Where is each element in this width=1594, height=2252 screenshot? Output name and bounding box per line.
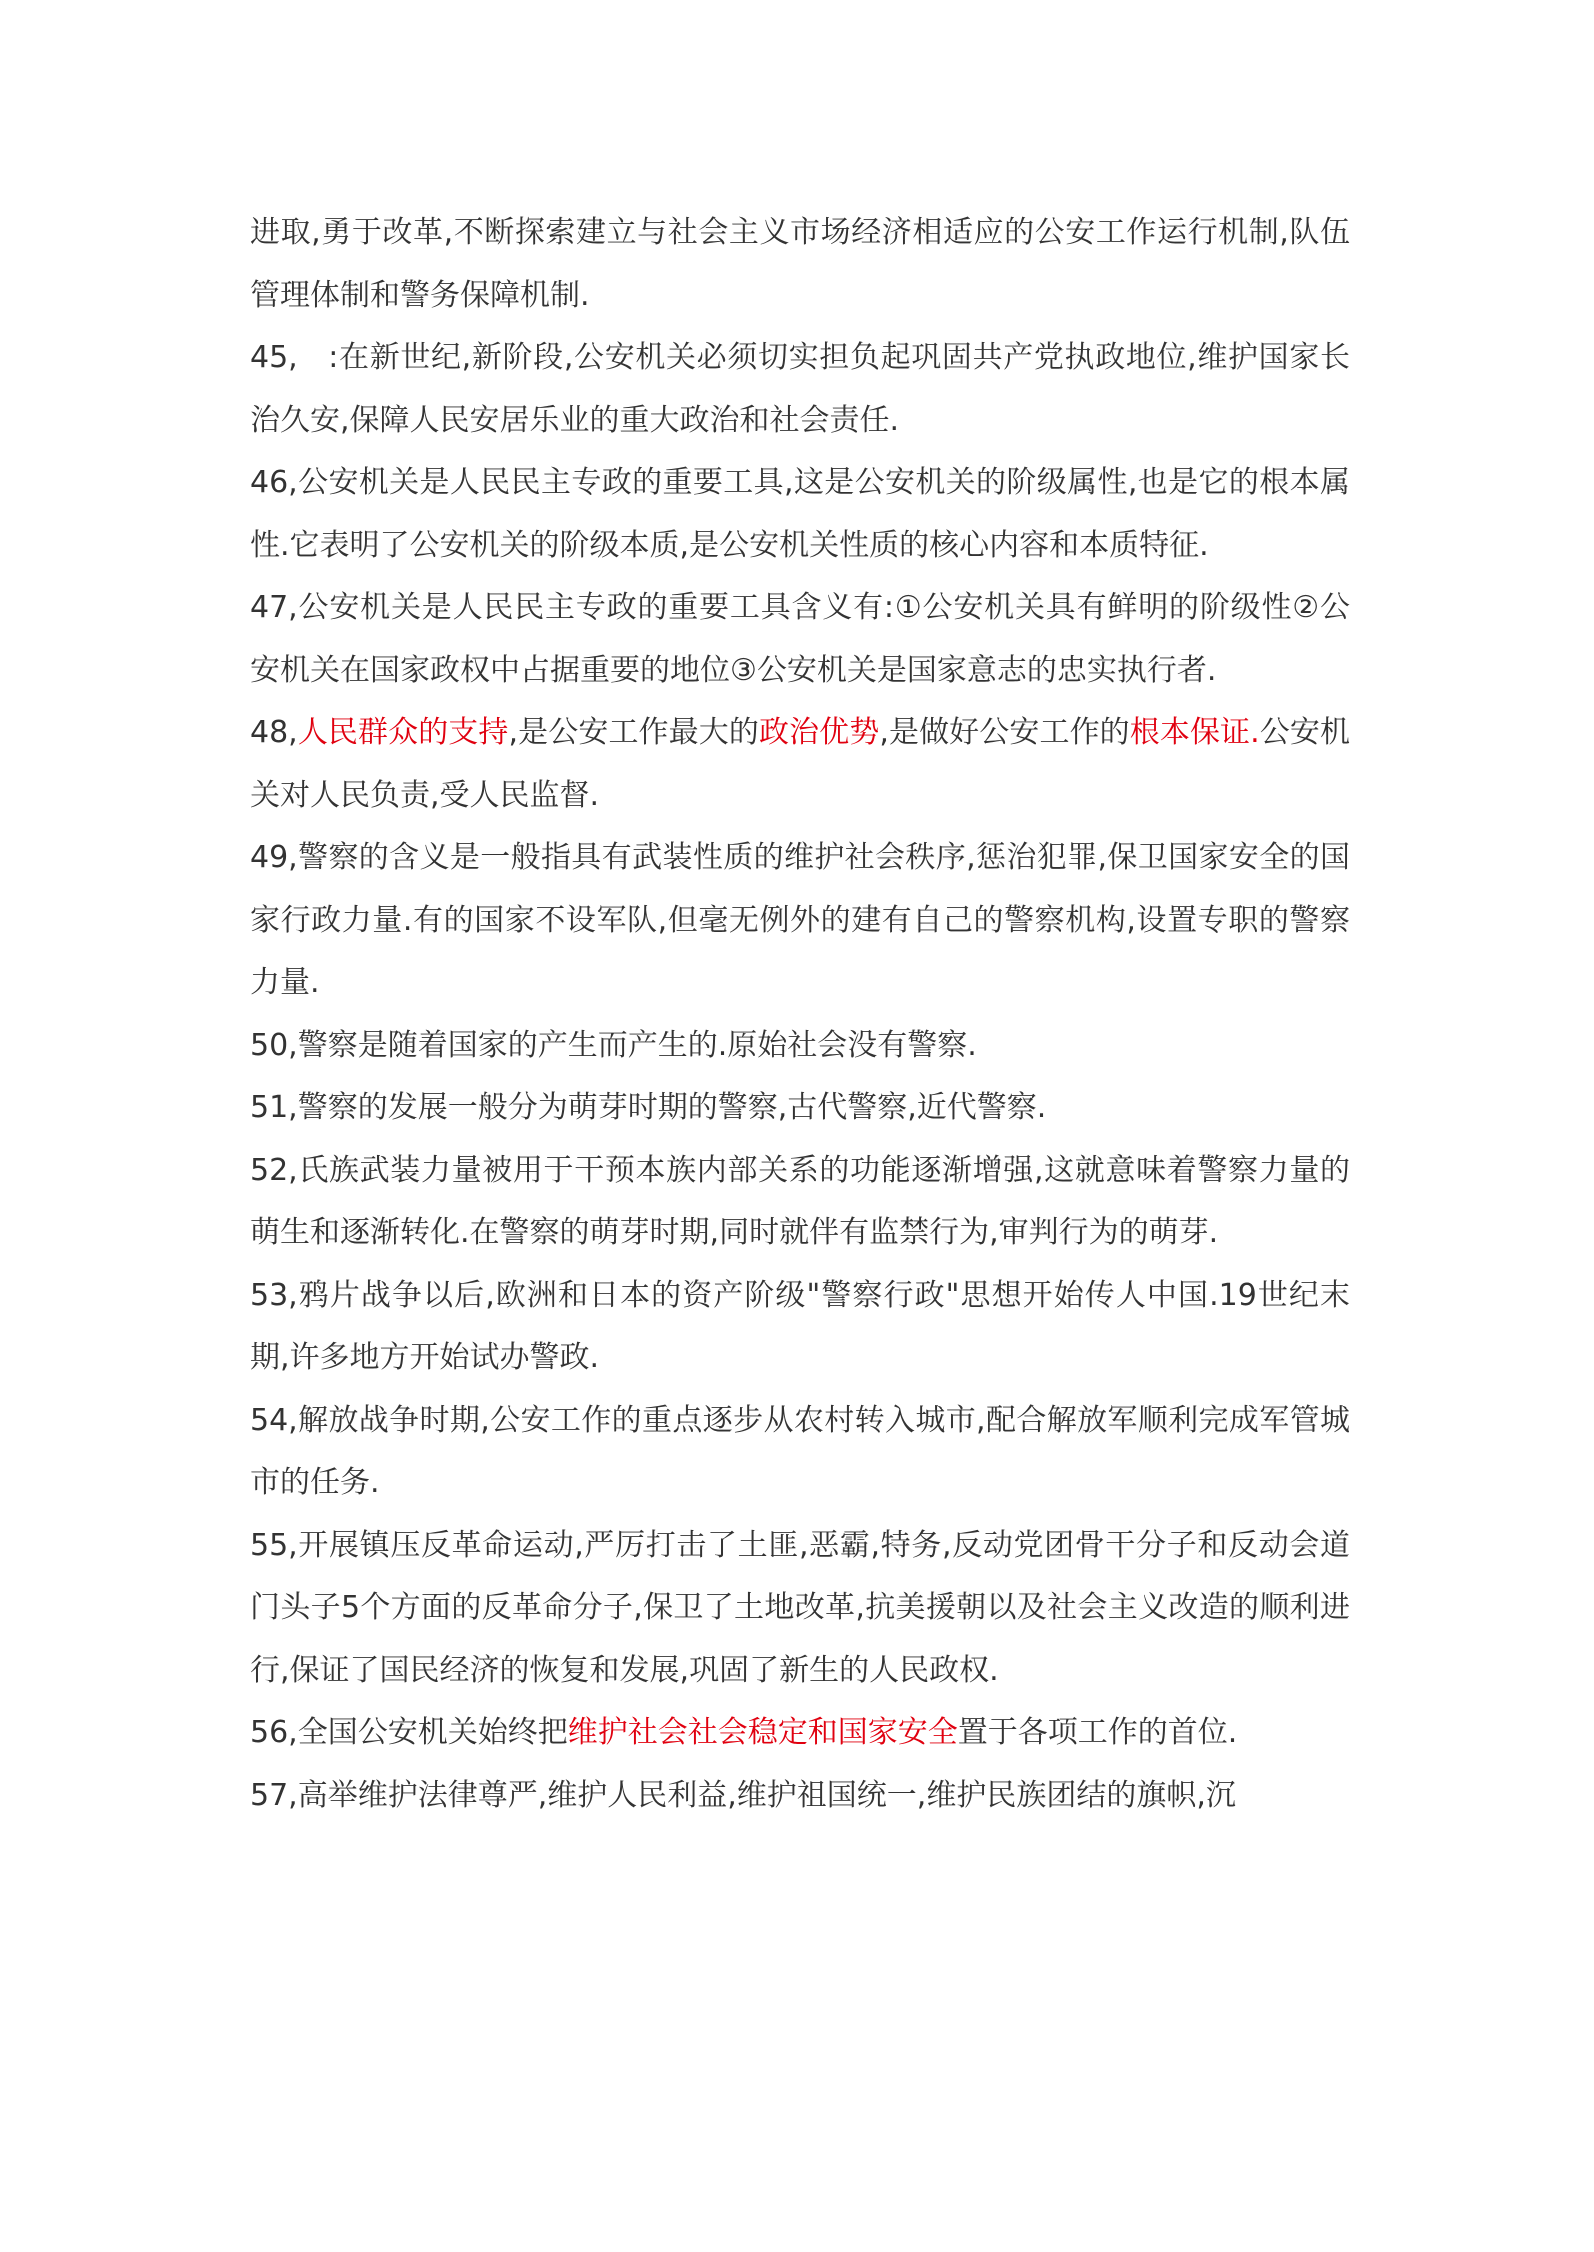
paragraph-text: 50,警察是随着国家的产生而产生的.原始社会没有警察. [250, 1027, 977, 1063]
paragraph-text: 51,警察的发展一般分为萌芽时期的警察,古代警察,近代警察. [250, 1090, 1047, 1125]
paragraph [250, 702, 1350, 827]
highlighted-text: 人民群众的支持 [297, 715, 509, 750]
paragraph-text: 公安机关对人民负责,受人民监督. [250, 715, 1350, 813]
paragraph-text: 45, :在新世纪,新阶段,公安机关必须切实担负起巩固共产党执政地位,维护国家长治久安,保障人民安居乐业的重大政治和社会责任. [250, 340, 1350, 438]
paragraph-text: 46,公安机关是人民民主专政的重要工具,这是公安机关的阶级属性,也是它的根本属性.它表明了公安机关的阶级本质,是公安机关性质的核心内容和本质特征. [250, 465, 1350, 563]
paragraph [250, 1140, 1350, 1265]
paragraph-text: 52,氏族武装力量被用于干预本族内部关系的功能逐渐增强,这就意味着警察力量的萌生和逐渐转化.在警察的萌芽时期,同时就伴有监禁行为,审判行为的萌芽. [250, 1152, 1350, 1250]
highlighted-text: 政治优势 [758, 715, 880, 750]
paragraph [250, 1015, 1350, 1078]
paragraph-text: ,是做好公安工作的 [879, 715, 1130, 750]
paragraph-text: 48, [250, 715, 298, 750]
paragraph-text: ,是公安工作最大的 [508, 715, 759, 750]
paragraph-text: 57,高举维护法律尊严,维护人民利益,维护祖国统一,维护民族团结的旗帜,沉 [250, 1777, 1236, 1813]
paragraph [250, 452, 1350, 577]
paragraph [250, 1265, 1350, 1390]
paragraph [250, 1765, 1350, 1828]
paragraph-text: 56,全国公安机关始终把 [250, 1715, 568, 1750]
paragraph [250, 327, 1350, 452]
paragraph-text: 进取,勇于改革,不断探索建立与社会主义市场经济相适应的公安工作运行机制,队伍管理体制和警务保障机制. [250, 215, 1350, 313]
paragraph-text: 55,开展镇压反革命运动,严厉打击了土匪,恶霸,特务,反动党团骨干分子和反动会道门头子5个方面的反革命分子,保卫了土地改革,抗美援朝以及社会主义改造的顺利进行,保证了国民经济的恢复和发展,巩固了新生的人民政权. [250, 1527, 1350, 1688]
paragraph-text: 53,鸦片战争以后,欧洲和日本的资产阶级"警察行政"思想开始传人中国.19世纪末期,许多地方开始试办警政. [250, 1277, 1350, 1375]
paragraph [250, 1390, 1350, 1515]
paragraph-text: 54,解放战争时期,公安工作的重点逐步从农村转入城市,配合解放军顺利完成军管城市的任务. [250, 1402, 1350, 1500]
highlighted-text: 根本保证. [1129, 715, 1260, 750]
paragraph [250, 577, 1350, 702]
paragraph [250, 827, 1350, 1015]
paragraph-text: 47,公安机关是人民民主专政的重要工具含义有:①公安机关具有鲜明的阶级性②公安机关在国家政权中占据重要的地位③公安机关是国家意志的忠实执行者. [250, 590, 1350, 688]
paragraph [250, 1077, 1350, 1140]
paragraph [250, 202, 1350, 327]
highlighted-text: 维护社会社会稳定和国家安全 [567, 1715, 958, 1750]
paragraph [250, 1515, 1350, 1703]
document-body [250, 202, 1350, 1827]
paragraph-text: 置于各项工作的首位. [957, 1715, 1238, 1750]
paragraph [250, 1702, 1350, 1765]
paragraph-text: 49,警察的含义是一般指具有武装性质的维护社会秩序,惩治犯罪,保卫国家安全的国家行政力量.有的国家不设军队,但毫无例外的建有自己的警察机构,设置专职的警察力量. [250, 840, 1350, 1000]
